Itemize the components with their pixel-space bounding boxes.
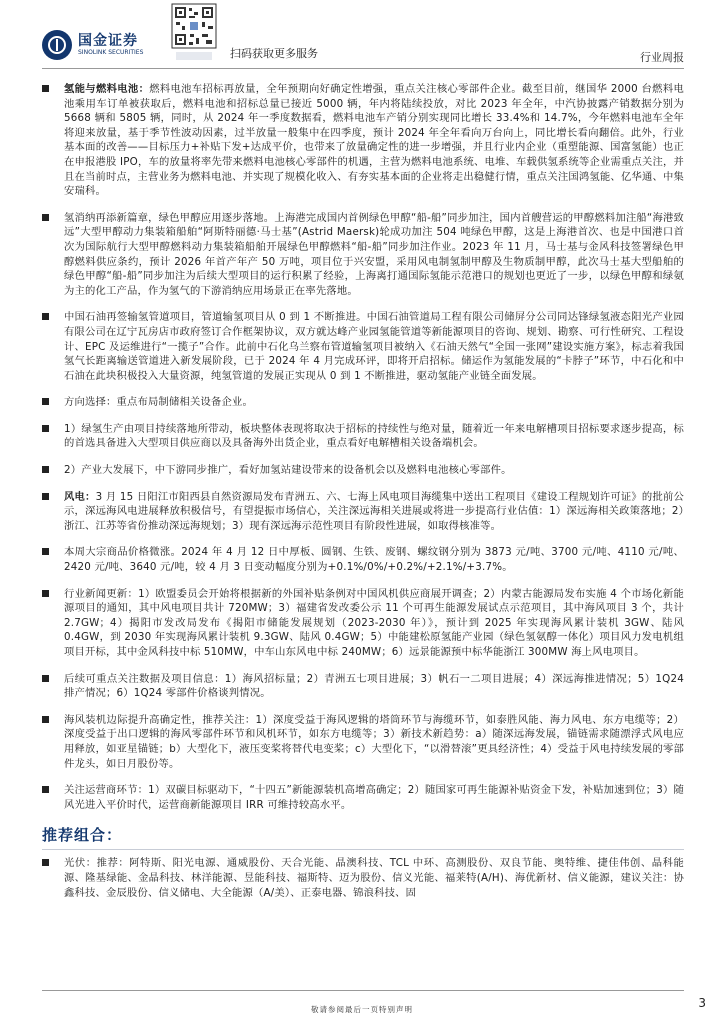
bullet-text: 3 月 15 日阳江市阳西县自然资源局发布青洲五、六、七海上风电项目海缆集中送出工程项目《建设工程规划许可证》的批前公示，深远海风电进展释放积极信号，有望提振市场信心，关注深远海相关进展或将进一步提高行业估值：1）深远海相关政策落地；2）浙江、江苏等省份推动深远海规划；3）现有深远海示范性项目有阶段性进展，如取得核准等。 [64, 490, 684, 532]
bullet-text: 1）绿氢生产由项目持续落地所带动，板块整体表现将取决于招标的持续性与绝对量，随着近一年来电解槽项目招标要求逐步提高，标的首选具备进入大型项目供应商以及具备海外出货企业，重点看好电解槽相关设备端机会。 [64, 422, 684, 450]
bullet-photovoltaic [42, 856, 684, 900]
footer-divider [42, 990, 684, 991]
bullet-marker-icon [42, 398, 49, 405]
bullet-text: 后续可重点关注数据及项目信息：1）海风招标量；2）青洲五七项目进展；3）帆石一二项目进展；4）深远海推进情况；5）1Q24 排产情况；6）1Q24 零部件价格谈判情况。 [64, 672, 684, 700]
bullet-marker-icon [42, 493, 49, 500]
scan-prompt-text: 扫码获取更多服务 [230, 47, 318, 60]
bullet-marker-icon [42, 214, 49, 221]
page-header [0, 0, 724, 72]
bullet-direction [42, 395, 684, 410]
company-logo [42, 30, 143, 60]
bullet-text: 方向选择：重点布局制储相关设备企业。 [64, 396, 253, 409]
bullet-marker-icon [42, 786, 49, 793]
bullet-text: 氢消纳再添新篇章，绿色甲醇应用逐步落地。上海港完成国内首例绿色甲醇“船-船”同步加注，国内首艘营运的甲醇燃料加注船“海港致远”大型甲醇动力集装箱船舶“阿斯特丽德·马士基”(Astrid Maersk)轮成功加注 504 吨绿色甲醇，这是上海港首次、也是中国港口首次为国际航行大型甲醇燃料动力集装箱船舶开展绿色甲醇燃料“船-船”同步加注作业。2023 年 11 月，马士基与金风科技签署绿色甲醇燃料供应条约，预计 2026 年首产年产 50 万吨，项目位于兴安盟，采用风电制氢制甲醇及生物质制甲醇，此次马士基大型船舶的绿色甲醇“船-船”同步加注为后续大型项目的运行积累了经验，上海离打通国际氢能示范港口的规划也更近了一步，以绿色甲醇和绿氨为主的化工产品，作为氢气的下游消纳应用场景正在率先落地。 [64, 211, 684, 297]
bullet-marker-icon [42, 859, 49, 866]
bullet-industry-news [42, 587, 684, 660]
bullet-marker-icon [42, 548, 49, 555]
bullet-marker-icon [42, 466, 49, 473]
bullet-hydrogen-fuel-cell [42, 82, 684, 199]
bullet-lead: 氢能与燃料电池： [64, 83, 150, 95]
bullet-green-methanol [42, 211, 684, 299]
bullet-text: 推荐：阿特斯、阳光电源、通威股份、天合光能、晶澳科技、TCL 中环、高测股份、双良节能、奥特维、捷佳伟创、晶科能源、隆基绿能、金晶科技、林洋能源、昱能科技、福斯特、迈为股份、信义光能、福莱特(A/H)、海优新材、信义能源，建议关注：协鑫科技、金辰股份、信义储电、大全能源（A/美）、正泰电器、锦浪科技、固 [64, 857, 684, 899]
bullet-text: 关注运营商环节：1）双碳目标驱动下，“十四五”新能源装机高增高确定；2）随国家可再生能源补贴资金下发，补贴加速到位；3）随风光进入平价时代，运营商新能源项目 IRR 可维持较高水平。 [64, 784, 684, 811]
report-body [42, 82, 684, 912]
bullet-marker-icon [42, 716, 49, 723]
bullet-commodity-prices [42, 545, 684, 574]
bullet-marker-icon [42, 313, 49, 320]
bullet-watch-data [42, 672, 684, 701]
bullet-hydrogen-pipeline [42, 310, 684, 383]
bullet-text: 中国石油再签输氢管道项目，管道输氢项目从 0 到 1 不断推进。中国石油管道局工程有限公司储屏分公司同达锋绿氢液态阳光产业园有限公司在辽宁瓦房店市政府签订合作框架协议，双方就达峰产业园氢能管道等新能源项目的咨询、规划、勘察、可行性研究、工程设计、EPC 及运维进行“一揽子”合作。此前中石化乌兰察布管道输氢项目被纳入《石油天然气“全国一张网”建设实施方案》，标志着我国氢气长距离输送管道进入新发展阶段，已于 2024 年 4 月完成环评，即将开启招标。储运作为氢能发展的“卡脖子”环节，中石化和中石油在此块积极投入大量资源，纯氢管道的发展正实现从 0 到 1 不断推进，驱动氢能产业链全面发展。 [64, 311, 684, 382]
bullet-direction-2 [42, 463, 684, 478]
bullet-text: 2）产业大发展下，中下游同步推广，看好加氢站建设带来的设备机会以及燃料电池核心零部件。 [64, 464, 512, 477]
bullet-direction-1 [42, 422, 684, 451]
logo-text-cn: 国金证券 [78, 33, 138, 49]
bullet-text: 海风装机边际提升高确定性，推荐关注：1）深度受益于海风逻辑的塔筒环节与海缆环节，如泰胜风能、海力风电、东方电缆等；2）深度受益于出口逻辑的海风零部件环节和风机环节，如东方电缆等；3）新技术新趋势：a）随深远海发展，锚链需求随漂浮式风电应用释放，如亚星锚链；b）大型化下，液压变桨将替代电变桨；c）大型化下，“以滑替滚”更具经济性；4）受益于风电持续发展的零部件龙头，如日月股份等。 [64, 713, 684, 770]
report-type-label: 行业周报 [640, 51, 684, 64]
page-number: 3 [698, 996, 706, 1010]
bullet-text: 本周大宗商品价格微涨。2024 年 4 月 12 日中厚板、圆钢、生铁、废钢、螺纹钢分别为 3873 元/吨、3700 元/吨、4110 元/吨、2420 元/吨、3640 元/吨，较 4 月 3 日变动幅度分别为+0.1%/0%/+0.2%/+2.1%/+3.7%。 [64, 546, 684, 574]
bullet-wind-power [42, 490, 684, 534]
bullet-marker-icon [42, 85, 49, 92]
bullet-marker-icon [42, 590, 49, 597]
bullet-lead: 光伏： [64, 857, 97, 870]
bullet-marker-icon [42, 675, 49, 682]
logo-text-en: SINOLINK SECURITIES [78, 49, 144, 56]
bullet-text: 燃料电池车招标再放量，全年预期向好确定性增强，重点关注核心零部件企业。截至目前，继国华 2000 台燃料电池乘用车订单被获取后，燃料电池和招标总量已接近 5000 辆，年内将陆续投放，对比 2023 年全年，中汽协披露产销数据分别为 5668 辆和 5805 辆，同时，从 2024 年一季度数据看，燃料电池车产销分别实现同比增长 33.4%和 14.7%，今年燃料电池车全年将迎来放量，基于季节性波动因素，过半放量一般集中在四季度，预计 2024 年全年看向万台向上，同比增长看向翻倍。此外，行业基本面的改善——目标压力+补贴下发+达成平价，也带来了放量确定性的进一步增强，并且行业内企业（重塑能源、国富氢能）也正在申报港股 IPO，车的放量将率先带来燃料电池核心零部件的机遇，主营为燃料电池系统、电堆、车载供氢系统等企业需重点关注，并且在当前时点，主营业务为燃料电池、并实现了规模化收入、有夯实基本面的企业将走出稳健行情，重点关注国鸿氢能、亿华通、中集安瑞科。 [64, 83, 684, 198]
header-divider [42, 68, 684, 69]
bullet-operators [42, 783, 684, 812]
bullet-lead: 风电： [64, 490, 96, 503]
logo-icon [42, 30, 72, 60]
section-title-recommend: 推荐组合： [42, 824, 684, 850]
bullet-offshore-wind [42, 713, 684, 771]
bullet-text: 行业新闻更新：1）欧盟委员会开始将根据新的外国补贴条例对中国风机供应商展开调查；2）内蒙古能源局发布实施 4 个市场化新能源项目的通知，其中风电项目共计 720MW；3）福建省发改委公示 11 个可再生能源发展试点示范项目，其中海风项目 3 个，共计 2.7GW；4）揭阳市发改局发布《揭阳市储能发展规划（2023-2030 年）》，预计到 2025 年实现海风累计装机 3GW、陆风 0.4GW，到 2030 年实现海风累计装机 9.3GW、陆风 0.4GW；5）中能建松原氢能产业园（绿色氢氨醇一体化）项目风力发电机组项目开标，其中金风科技中标 510MW，中车山东风电中标 240MW；6）远景能源预中标华能浙江 300MW 海上风电项目。 [64, 587, 684, 658]
bullet-marker-icon [42, 425, 49, 432]
qr-code-icon[interactable] [170, 2, 218, 64]
footer-disclaimer: 敬请参阅最后一页特别声明 [311, 1005, 413, 1014]
